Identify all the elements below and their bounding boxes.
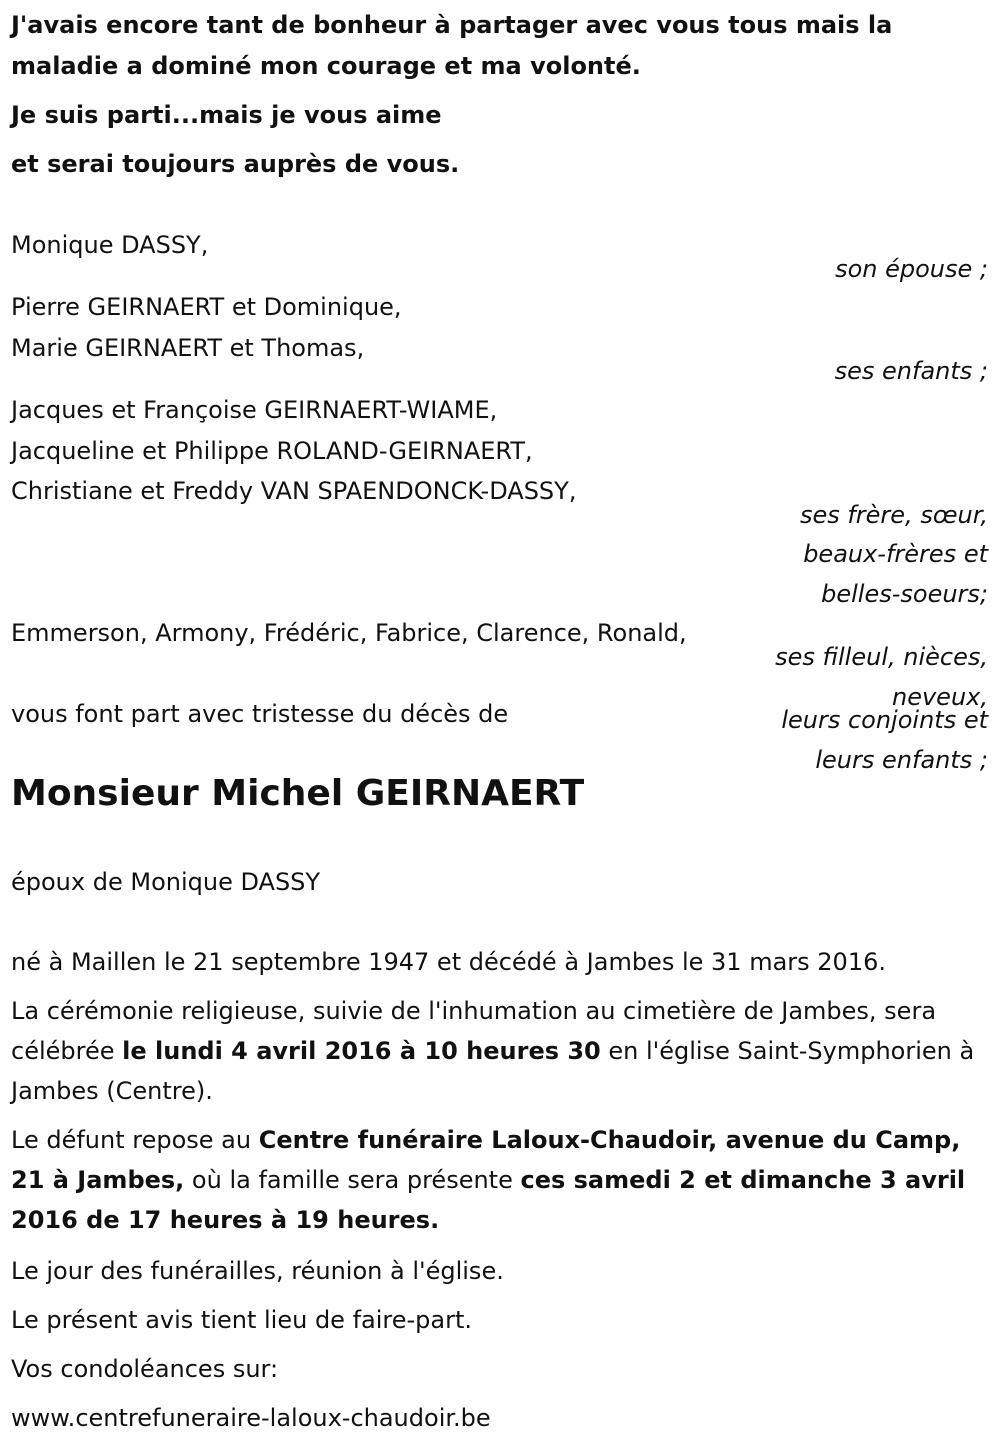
funeral-home-address: Centre funéraire Laloux-Chaudoir, avenue du Camp, 21 à Jambes, xyxy=(11,1126,961,1194)
family-nephews-relation-3: leurs conjoints et xyxy=(781,706,988,734)
ceremony-paragraph xyxy=(11,991,981,1111)
family-sibling-1: Jacques et Françoise GEIRNAERT-WIAME, xyxy=(11,396,498,424)
family-nephews: Emmerson, Armony, Frédéric, Fabrice, Clarence, Ronald, xyxy=(11,619,687,647)
family-children-relation: ses enfants ; xyxy=(834,357,988,385)
family-sibling-relation-2: beaux-frères et xyxy=(803,540,988,568)
family-nephews-relation-2: neveux, xyxy=(892,683,988,711)
notice-statement: Le présent avis tient lieu de faire-part. xyxy=(11,1306,473,1334)
funeral-home-paragraph xyxy=(11,1120,981,1240)
ceremony-text-2: en l'église Saint-Symphorien à Jambes (Centre). xyxy=(11,1037,975,1105)
funeral-home-text-1: Le défunt repose au xyxy=(11,1126,259,1154)
family-sibling-3: Christiane et Freddy VAN SPAENDONCK-DASSY, xyxy=(11,477,577,505)
deceased-spouse-of: époux de Monique DASSY xyxy=(11,868,321,896)
family-child-1: Pierre GEIRNAERT et Dominique, xyxy=(11,293,402,321)
condolences-url[interactable]: www.centrefuneraire-laloux-chaudoir.be xyxy=(11,1404,491,1432)
visiting-hours: ces samedi 2 et dimanche 3 avril 2016 de 17 heures à 19 heures. xyxy=(11,1166,966,1234)
family-nephews-relation-1: ses filleul, nièces, xyxy=(775,643,988,671)
family-spouse: Monique DASSY, xyxy=(11,231,209,259)
deceased-name: Monsieur Michel GEIRNAERT xyxy=(11,773,585,814)
meeting-note: Le jour des funérailles, réunion à l'église. xyxy=(11,1257,504,1285)
family-child-2: Marie GEIRNAERT et Thomas, xyxy=(11,334,365,362)
intro-line-4: et serai toujours auprès de vous. xyxy=(11,150,460,178)
deceased-dates: né à Maillen le 21 septembre 1947 et décédé à Jambes le 31 mars 2016. xyxy=(11,948,886,976)
family-sibling-relation-3: belles-soeurs; xyxy=(821,580,988,608)
family-spouse-relation: son épouse ; xyxy=(835,255,988,283)
announcement: vous font part avec tristesse du décès de xyxy=(11,700,509,728)
condolences-label: Vos condoléances sur: xyxy=(11,1355,279,1383)
intro-line-2: maladie a dominé mon courage et ma volonté. xyxy=(11,52,641,80)
family-nephews-relation-4: leurs enfants ; xyxy=(815,746,988,774)
funeral-home-text-2: où la famille sera présente xyxy=(184,1166,521,1194)
intro-line-3: Je suis parti...mais je vous aime xyxy=(11,101,442,129)
ceremony-text-1: La cérémonie religieuse, suivie de l'inhumation au cimetière de Jambes, sera célébrée xyxy=(11,997,937,1065)
ceremony-date: le lundi 4 avril 2016 à 10 heures 30 xyxy=(122,1037,601,1065)
family-sibling-2: Jacqueline et Philippe ROLAND-GEIRNAERT, xyxy=(11,437,533,465)
family-sibling-relation-1: ses frère, sœur, xyxy=(799,501,988,529)
intro-line-1: J'avais encore tant de bonheur à partager avec vous tous mais la xyxy=(11,11,893,39)
